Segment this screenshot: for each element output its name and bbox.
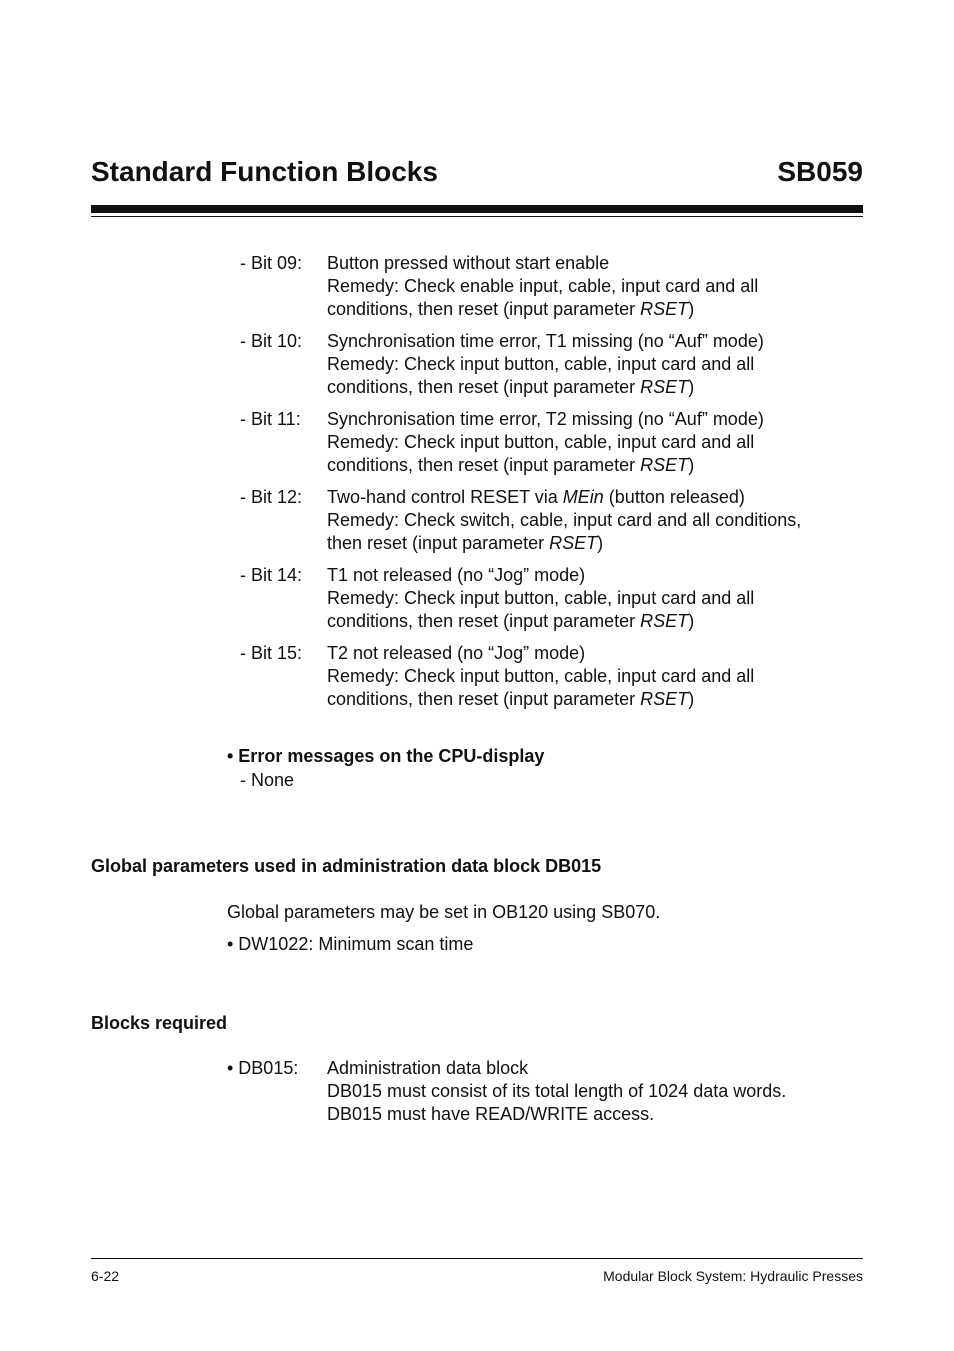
bit-label: - Bit 10: <box>240 331 303 351</box>
bit-remedy-cont: conditions, then reset (input parameter RSET) <box>327 689 695 709</box>
cpu-display-section <box>227 744 544 792</box>
db-line: DB015 must have READ/WRITE access. <box>327 1104 655 1124</box>
global-params-text: Global parameters may be set in OB120 using SB070. <box>227 902 661 922</box>
param-rset: RSET <box>640 455 689 475</box>
bit-label: - Bit 15: <box>240 643 303 663</box>
bit-item <box>240 564 860 633</box>
bit-item <box>240 642 860 711</box>
bit-label: - Bit 09: <box>240 253 303 273</box>
page-title: Standard Function Blocks <box>91 156 438 187</box>
footer-rule <box>91 1258 863 1259</box>
cpu-heading: • Error messages on the CPU-display <box>227 746 545 766</box>
bit-label: - Bit 11: <box>240 409 301 429</box>
param-rset: RSET <box>640 377 689 397</box>
footer-title: Modular Block System: Hydraulic Presses <box>603 1268 863 1284</box>
header-rule-thin <box>91 216 863 217</box>
bit-description: Synchronisation time error, T2 missing (no “Auf” mode) <box>327 409 764 429</box>
bit-remedy-cont: conditions, then reset (input parameter RSET) <box>327 299 695 319</box>
bit-item <box>240 486 860 555</box>
db-label: • DB015: <box>227 1058 299 1078</box>
blocks-required-heading: Blocks required <box>91 1013 228 1033</box>
global-params-heading: Global parameters used in administration data block DB015 <box>91 856 602 876</box>
db-line: Administration data block <box>327 1058 529 1078</box>
bit-remedy: Remedy: Check input button, cable, input card and all <box>327 354 755 374</box>
param-rset: RSET <box>549 533 598 553</box>
bit-description: Synchronisation time error, T1 missing (no “Auf” mode) <box>327 331 764 351</box>
bit-remedy: Remedy: Check enable input, cable, input card and all <box>327 276 759 296</box>
blocks-required-item <box>227 1057 786 1126</box>
bit-remedy-cont: then reset (input parameter RSET) <box>327 533 604 553</box>
param-rset: RSET <box>640 689 689 709</box>
page-header <box>91 152 863 192</box>
bit-label: - Bit 12: <box>240 487 303 507</box>
global-params-item: • DW1022: Minimum scan time <box>227 934 474 954</box>
bit-item <box>240 252 860 321</box>
bit-description: T2 not released (no “Jog” mode) <box>327 643 586 663</box>
block-code: SB059 <box>777 156 863 187</box>
bit-item <box>240 330 860 399</box>
bit-description: Button pressed without start enable <box>327 253 610 273</box>
bit-remedy-cont: conditions, then reset (input parameter RSET) <box>327 377 695 397</box>
header-rule-thick <box>91 205 863 213</box>
bit-item <box>240 408 860 477</box>
bit-remedy-cont: conditions, then reset (input parameter RSET) <box>327 611 695 631</box>
bit-label: - Bit 14: <box>240 565 303 585</box>
param-rset: RSET <box>640 299 689 319</box>
bit-description: Two-hand control RESET via MEin (button released) <box>327 487 745 507</box>
bit-remedy: Remedy: Check switch, cable, input card and all conditions, <box>327 510 802 530</box>
cpu-none: - None <box>240 770 295 790</box>
bit-remedy: Remedy: Check input button, cable, input card and all <box>327 432 755 452</box>
error-bit-list <box>240 252 860 720</box>
bit-remedy-cont: conditions, then reset (input parameter RSET) <box>327 455 695 475</box>
param-rset: RSET <box>640 611 689 631</box>
page-number: 6-22 <box>91 1268 120 1284</box>
bit-remedy: Remedy: Check input button, cable, input card and all <box>327 666 755 686</box>
bit-remedy: Remedy: Check input button, cable, input card and all <box>327 588 755 608</box>
bit-description: T1 not released (no “Jog” mode) <box>327 565 586 585</box>
db-line: DB015 must consist of its total length of 1024 data words. <box>327 1081 787 1101</box>
param-mein: MEin <box>562 487 604 507</box>
